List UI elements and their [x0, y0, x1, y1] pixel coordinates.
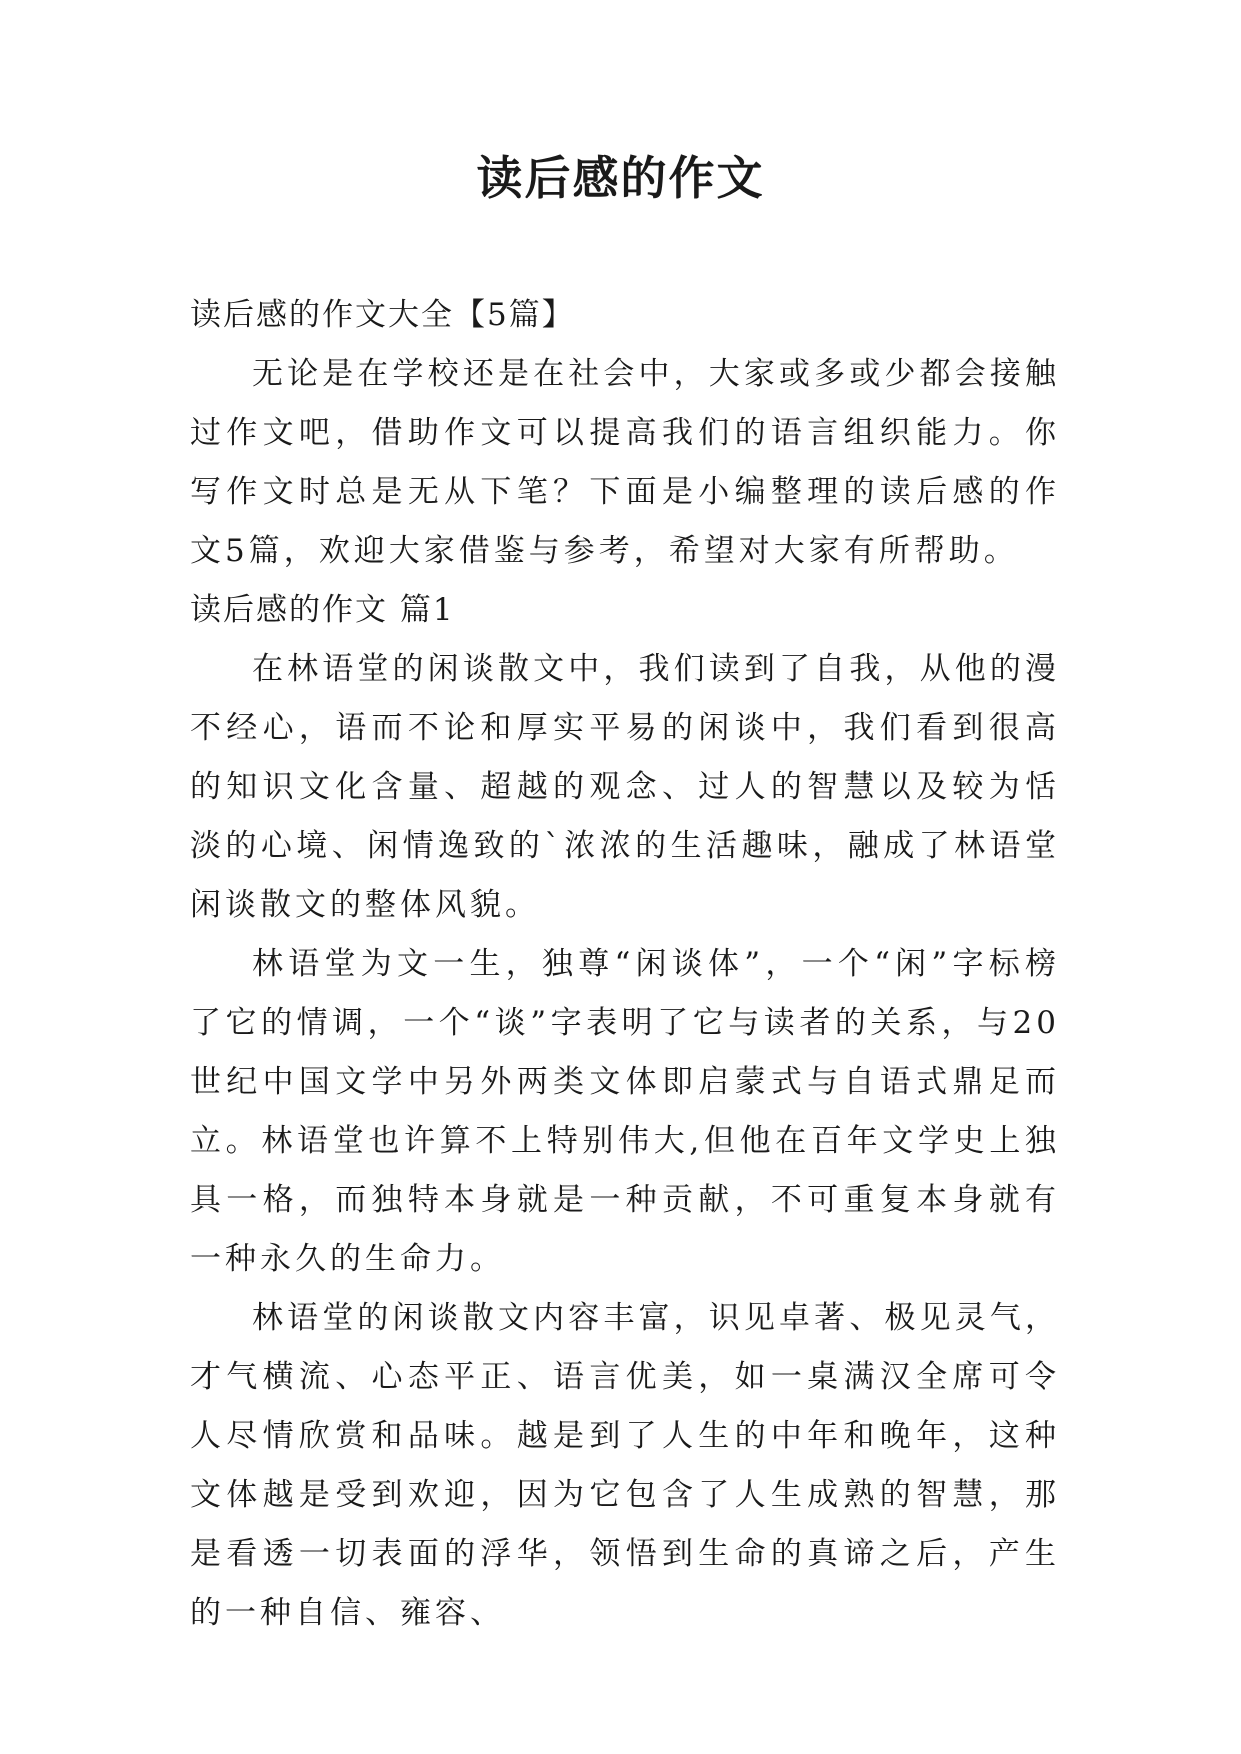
document-body	[190, 286, 1060, 1643]
article-paragraph: 林语堂为文一生，独尊“闲谈体”，一个“闲”字标榜了它的情调，一个“谈”字表明了它与读者的关系，与20世纪中国文学中另外两类文体即启蒙式与自语式鼎足而立。林语堂也许算不上特别伟大,但他在百年文学史上独具一格，而独特本身就是一种贡献，不可重复本身就有一种永久的生命力。	[190, 946, 1060, 1277]
collection-heading: 读后感的作文大全【5篇】	[190, 297, 575, 333]
article-paragraph: 林语堂的闲谈散文内容丰富，识见卓著、极见灵气，才气横流、心态平正、语言优美，如一桌满汉全席可令人尽情欣赏和品味。越是到了人生的中年和晚年，这种文体越是受到欢迎，因为它包含了人生成熟的智慧，那是看透一切表面的浮华，领悟到生命的真谛之后，产生的一种自信、雍容、	[190, 1300, 1060, 1631]
intro-paragraph: 无论是在学校还是在社会中，大家或多或少都会接触过作文吧，借助作文可以提高我们的语言组织能力。你写作文时总是无从下笔？下面是小编整理的读后感的作文5篇，欢迎大家借鉴与参考，希望对大家有所帮助。	[190, 356, 1060, 569]
document-title: 读后感的作文	[476, 151, 765, 205]
article-heading: 读后感的作文 篇1	[190, 592, 455, 628]
article-paragraph: 在林语堂的闲谈散文中，我们读到了自我，从他的漫不经心，语而不论和厚实平易的闲谈中，我们看到很高的知识文化含量、超越的观念、过人的智慧以及较为恬淡的心境、闲情逸致的`浓浓的生活趣味，融成了林语堂闲谈散文的整体风貌。	[190, 651, 1060, 923]
